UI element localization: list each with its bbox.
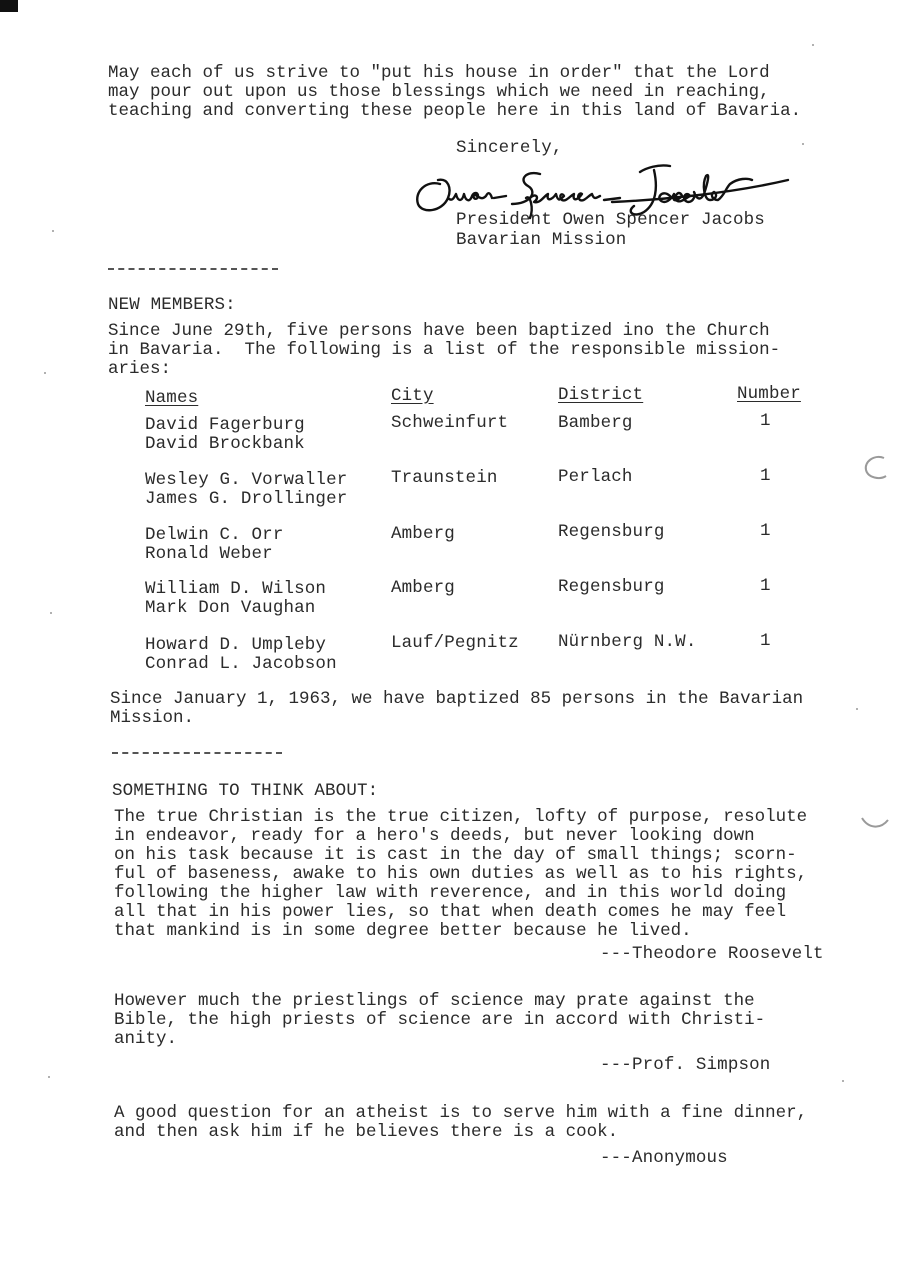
ink-speck xyxy=(856,708,858,710)
quote-line: The true Christian is the true citizen, lofty of purpose, resolute xyxy=(114,807,808,827)
missionary-name: William D. Wilson xyxy=(145,579,327,599)
signer-org: Bavarian Mission xyxy=(456,230,627,250)
missionary-name: Ronald Weber xyxy=(145,544,273,564)
quote-line: on his task because it is cast in the day of small things; scorn- xyxy=(114,845,797,865)
ink-speck xyxy=(52,230,54,232)
ink-speck xyxy=(812,44,814,46)
missionary-name: Conrad L. Jacobson xyxy=(145,654,337,674)
city-cell: Lauf/Pegnitz xyxy=(391,633,519,653)
intro-line: May each of us strive to "put his house in order" that the Lord xyxy=(108,63,770,83)
punch-hole-mark xyxy=(858,812,892,834)
missionary-name: David Fagerburg xyxy=(145,415,305,435)
column-header-district: District xyxy=(558,385,644,405)
ink-speck xyxy=(48,1076,50,1078)
salutation: Sincerely, xyxy=(456,138,563,158)
ink-speck xyxy=(802,143,804,145)
district-cell: Nürnberg N.W. xyxy=(558,632,697,652)
column-header-number: Number xyxy=(737,384,801,404)
quote-roosevelt xyxy=(114,808,807,941)
intro-paragraph xyxy=(108,64,801,121)
quote-line: in endeavor, ready for a hero's deeds, but never looking down xyxy=(114,826,755,846)
district-cell: Perlach xyxy=(558,467,633,487)
city-cell: Amberg xyxy=(391,578,455,598)
corner-mark xyxy=(0,0,18,12)
district-cell: Regensburg xyxy=(558,522,665,542)
missionary-name: James G. Drollinger xyxy=(145,489,348,509)
missionary-name: Delwin C. Orr xyxy=(145,525,284,545)
number-cell: 1 xyxy=(760,576,771,596)
intro-line: teaching and converting these people here in this land of Bavaria. xyxy=(108,101,802,121)
missionary-name: Wesley G. Vorwaller xyxy=(145,470,348,490)
think-heading: SOMETHING TO THINK ABOUT: xyxy=(112,781,379,801)
quote-line: Bible, the high priests of science are in accord with Christi- xyxy=(114,1010,766,1030)
quote-line: all that in his power lies, so that when death comes he may feel xyxy=(114,902,787,922)
district-cell: Regensburg xyxy=(558,577,665,597)
column-header-names: Names xyxy=(145,388,199,408)
intro-line: may pour out upon us those blessings which we need in reaching, xyxy=(108,82,770,102)
new-members-intro-line: Since June 29th, five persons have been baptized ino the Church xyxy=(108,321,770,341)
new-members-intro xyxy=(108,322,780,379)
quote-line: anity. xyxy=(114,1029,178,1049)
quote-line: However much the priestlings of science may prate against the xyxy=(114,991,755,1011)
city-cell: Amberg xyxy=(391,524,455,544)
missionary-name: Mark Don Vaughan xyxy=(145,598,316,618)
signer-title: President Owen Spencer Jacobs xyxy=(456,210,765,230)
ink-speck xyxy=(44,372,46,374)
quote-line: A good question for an atheist is to serve him with a fine dinner, xyxy=(114,1103,808,1123)
city-cell: Schweinfurt xyxy=(391,413,509,433)
city-cell: Traunstein xyxy=(391,468,498,488)
ink-speck xyxy=(50,612,52,614)
number-cell: 1 xyxy=(760,466,771,486)
section-divider xyxy=(108,268,278,270)
new-members-intro-line: in Bavaria. The following is a list of the responsible mission- xyxy=(108,340,781,360)
quote-line: and then ask him if he believes there is a cook. xyxy=(114,1122,619,1142)
ink-speck xyxy=(842,1080,844,1082)
quote-simpson xyxy=(114,992,765,1049)
missionary-name: David Brockbank xyxy=(145,434,305,454)
quote-line: following the higher law with reverence, and in this world doing xyxy=(114,883,787,903)
quote-line: ful of baseness, awake to his own duties as well as to his rights, xyxy=(114,864,808,884)
new-members-heading: NEW MEMBERS: xyxy=(108,295,236,315)
district-cell: Bamberg xyxy=(558,413,633,433)
baptism-summary xyxy=(110,690,803,728)
quote-anonymous xyxy=(114,1104,807,1142)
quote-attribution: ---Anonymous xyxy=(600,1148,728,1168)
column-header-city: City xyxy=(391,386,434,406)
missionary-name: Howard D. Umpleby xyxy=(145,635,327,655)
number-cell: 1 xyxy=(760,521,771,541)
quote-attribution: ---Prof. Simpson xyxy=(600,1055,771,1075)
baptism-summary-line: Since January 1, 1963, we have baptized 85 persons in the Bavarian xyxy=(110,689,804,709)
number-cell: 1 xyxy=(760,411,771,431)
punch-hole-mark xyxy=(858,452,892,482)
quote-line: that mankind is in some degree better because he lived. xyxy=(114,921,692,941)
new-members-intro-line: aries: xyxy=(108,359,172,379)
number-cell: 1 xyxy=(760,631,771,651)
quote-attribution: ---Theodore Roosevelt xyxy=(600,944,824,964)
section-divider xyxy=(112,752,282,754)
baptism-summary-line: Mission. xyxy=(110,708,195,728)
